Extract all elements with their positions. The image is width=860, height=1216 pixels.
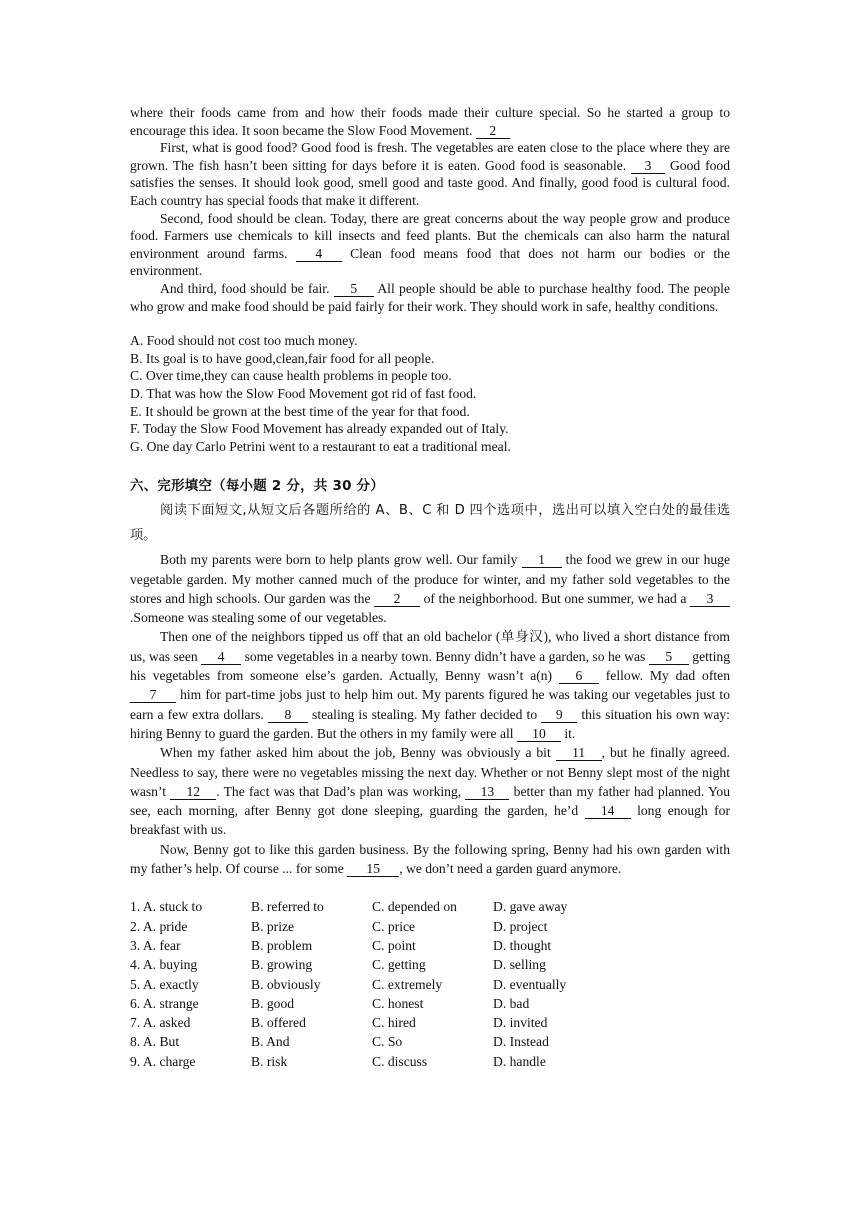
choice-c: C. depended on	[372, 899, 457, 915]
choice-c: C. extremely	[372, 976, 443, 992]
choice-d: D. thought	[493, 937, 552, 953]
passage1-paragraph-3	[130, 280, 730, 315]
blank-10: 10	[517, 727, 561, 742]
text: Clean food means food that does not harm our bodies or the environment.	[130, 245, 730, 279]
blank-4: 4	[296, 247, 342, 262]
section-instruction: 阅读下面短文,从短文后各题所给的 A、B、C 和 D 四个选项中，选出可以填入空白处的最佳选项。	[130, 503, 730, 544]
blank-5: 5	[649, 650, 689, 665]
blank-2: 2	[476, 124, 510, 139]
passage1-paragraph-0	[130, 104, 730, 139]
choice-row	[130, 936, 730, 955]
choice-c: C. point	[372, 937, 416, 953]
choice-d: D. invited	[493, 1015, 548, 1031]
passage1-paragraph-1	[130, 139, 730, 209]
choice-c: C. price	[372, 918, 416, 934]
choice-row	[130, 975, 730, 994]
passage2-paragraph-4	[130, 840, 730, 879]
choice-a: 8. A. But	[130, 1034, 180, 1050]
choice-d: D. bad	[493, 995, 530, 1011]
text: fellow. My dad often	[605, 668, 730, 684]
option-g: G. One day Carlo Petrini went to a restaurant to eat a traditional meal.	[130, 438, 511, 454]
text: of the neighborhood. But one summer, we had a	[423, 590, 687, 606]
text: long enough for breakfast with us.	[130, 803, 730, 838]
choice-d: D. Instead	[493, 1034, 549, 1050]
passage2-paragraph-1	[130, 550, 730, 627]
text: .Someone was stealing some of our vegetables.	[130, 610, 387, 626]
passage1-paragraph-2	[130, 210, 730, 280]
text: When my father asked him about the job, Benny was obviously a bit	[160, 745, 551, 761]
choice-a: 1. A. stuck to	[130, 899, 203, 915]
choice-b: B. risk	[251, 1053, 288, 1069]
text: this situation his own way: hiring Benny to guard the garden. But the others in my family were all	[130, 706, 730, 741]
choice-a: 4. A. buying	[130, 957, 198, 973]
choice-row	[130, 994, 730, 1013]
passage2-paragraph-3	[130, 743, 730, 839]
text: the food we grew in our huge vegetable garden. My mother canned much of the produce for winter, and my father sold vegetables to the stores and high schools. Our garden was the	[130, 552, 731, 606]
choice-row	[130, 897, 730, 916]
choice-c: C. honest	[372, 995, 424, 1011]
choice-b: B. problem	[251, 937, 313, 953]
text: , we don’t need a garden guard anymore.	[399, 861, 622, 877]
blank-2: 2	[374, 592, 420, 607]
text: Good food satisfies the senses. It should look good, smell good and taste good. And finally, good food is cultural food. Each country has special foods that make it different.	[130, 157, 730, 208]
choice-a: 7. A. asked	[130, 1015, 191, 1031]
text: Then one of the neighbors tipped us off that an old bachelor (单身汉), who lived a short distance from us, was seen	[130, 629, 730, 664]
text: First, what is good food? Good food is fresh. The vegetables are eaten close to the place where they are grown. The fish hasn’t been sitting for days before it is eaten. Good food is seasonable.	[130, 140, 730, 173]
blank-4: 4	[201, 650, 241, 665]
text: , but he finally agreed. Needless to say, there were no vegetables missing the next day. Whether or not Benny slept most of the night wasn’t	[130, 745, 730, 799]
text: Second, food should be clean. Today, there are great concerns about the way people grow and produce food. Farmers use chemicals to kill insects and feed plants. But the chemicals can also harm the natural environment around farms.	[130, 210, 730, 261]
passage2-paragraph-2	[130, 627, 730, 743]
blank-15: 15	[347, 862, 399, 877]
choice-a: 6. A. strange	[130, 995, 199, 1011]
blank-6: 6	[559, 669, 599, 684]
choice-c: C. discuss	[372, 1053, 428, 1069]
option-b: B. Its goal is to have good,clean,fair food for all people.	[130, 350, 435, 366]
text: some vegetables in a nearby town. Benny didn’t have a garden, so he was	[244, 648, 646, 664]
choices-table	[130, 897, 730, 1071]
choice-d: D. handle	[493, 1053, 546, 1069]
option-d: D. That was how the Slow Food Movement got rid of fast food.	[130, 385, 477, 401]
blank-7: 7	[130, 688, 176, 703]
choice-a: 2. A. pride	[130, 918, 188, 934]
choice-c: C. So	[372, 1034, 403, 1050]
blank-12: 12	[170, 785, 216, 800]
text: stealing is stealing. My father decided to	[312, 706, 538, 722]
choice-a: 5. A. exactly	[130, 976, 199, 992]
choice-b: B. referred to	[251, 899, 324, 915]
choice-row	[130, 917, 730, 936]
option-f: F. Today the Slow Food Movement has already expanded out of Italy.	[130, 421, 509, 437]
choice-d: D. eventually	[493, 976, 567, 992]
blank-3: 3	[631, 159, 665, 174]
choice-b: B. growing	[251, 957, 313, 973]
choice-c: C. hired	[372, 1015, 416, 1031]
text: better than my father had planned. You see, each morning, after Benny got done sleeping, guarding the garden, he’d	[130, 783, 731, 819]
choice-b: B. good	[251, 995, 295, 1011]
blank-11: 11	[556, 746, 602, 761]
options-list	[130, 332, 730, 455]
blank-9: 9	[541, 708, 577, 723]
choice-d: D. gave away	[493, 899, 568, 915]
choice-b: B. obviously	[251, 976, 321, 992]
choice-row	[130, 955, 730, 974]
text: where their foods came from and how their foods made their culture special. So he started a group to encourage this idea. It soon became the Slow Food Movement.	[130, 105, 730, 138]
blank-1: 1	[522, 553, 562, 568]
text: And third, food should be fair.	[160, 280, 330, 296]
text: . The fact was that Dad’s plan was working,	[216, 783, 462, 799]
text: it.	[564, 725, 576, 741]
text: All people should be able to purchase healthy food. The people who grow and make food should be paid fairly for their work. They should work in safe, healthy conditions.	[130, 280, 730, 314]
section-title: 六、完形填空（每小题 2 分，共 30 分）	[130, 479, 385, 495]
blank-13: 13	[465, 785, 509, 800]
text: Both my parents were born to help plants grow well. Our family	[160, 552, 518, 568]
blank-14: 14	[585, 804, 631, 819]
option-a: A. Food should not cost too much money.	[130, 333, 358, 349]
choice-b: B. prize	[251, 918, 295, 934]
exam-page	[130, 104, 730, 1071]
text: him for part-time jobs just to help him out. My parents figured he was taking our vegetables just to earn a few extra dollars.	[130, 687, 730, 722]
choice-a: 9. A. charge	[130, 1053, 196, 1069]
choice-c: C. getting	[372, 957, 426, 973]
choice-row	[130, 1013, 730, 1032]
blank-3: 3	[690, 592, 730, 607]
choice-a: 3. A. fear	[130, 937, 181, 953]
choice-d: D. project	[493, 918, 548, 934]
option-e: E. It should be grown at the best time of the year for that food.	[130, 403, 470, 419]
choice-row	[130, 1052, 730, 1071]
choice-b: B. And	[251, 1034, 290, 1050]
choice-row	[130, 1032, 730, 1051]
blank-5: 5	[334, 282, 374, 297]
option-c: C. Over time,they can cause health problems in people too.	[130, 368, 452, 384]
text: Now, Benny got to like this garden business. By the following spring, Benny had his own garden with my father’s help. Of course ... for some	[130, 841, 730, 877]
blank-8: 8	[268, 708, 308, 723]
choice-d: D. selling	[493, 957, 546, 973]
text: getting his vegetables from someone else’s garden. Actually, Benny wasn’t a(n)	[130, 648, 731, 684]
choice-b: B. offered	[251, 1015, 306, 1031]
